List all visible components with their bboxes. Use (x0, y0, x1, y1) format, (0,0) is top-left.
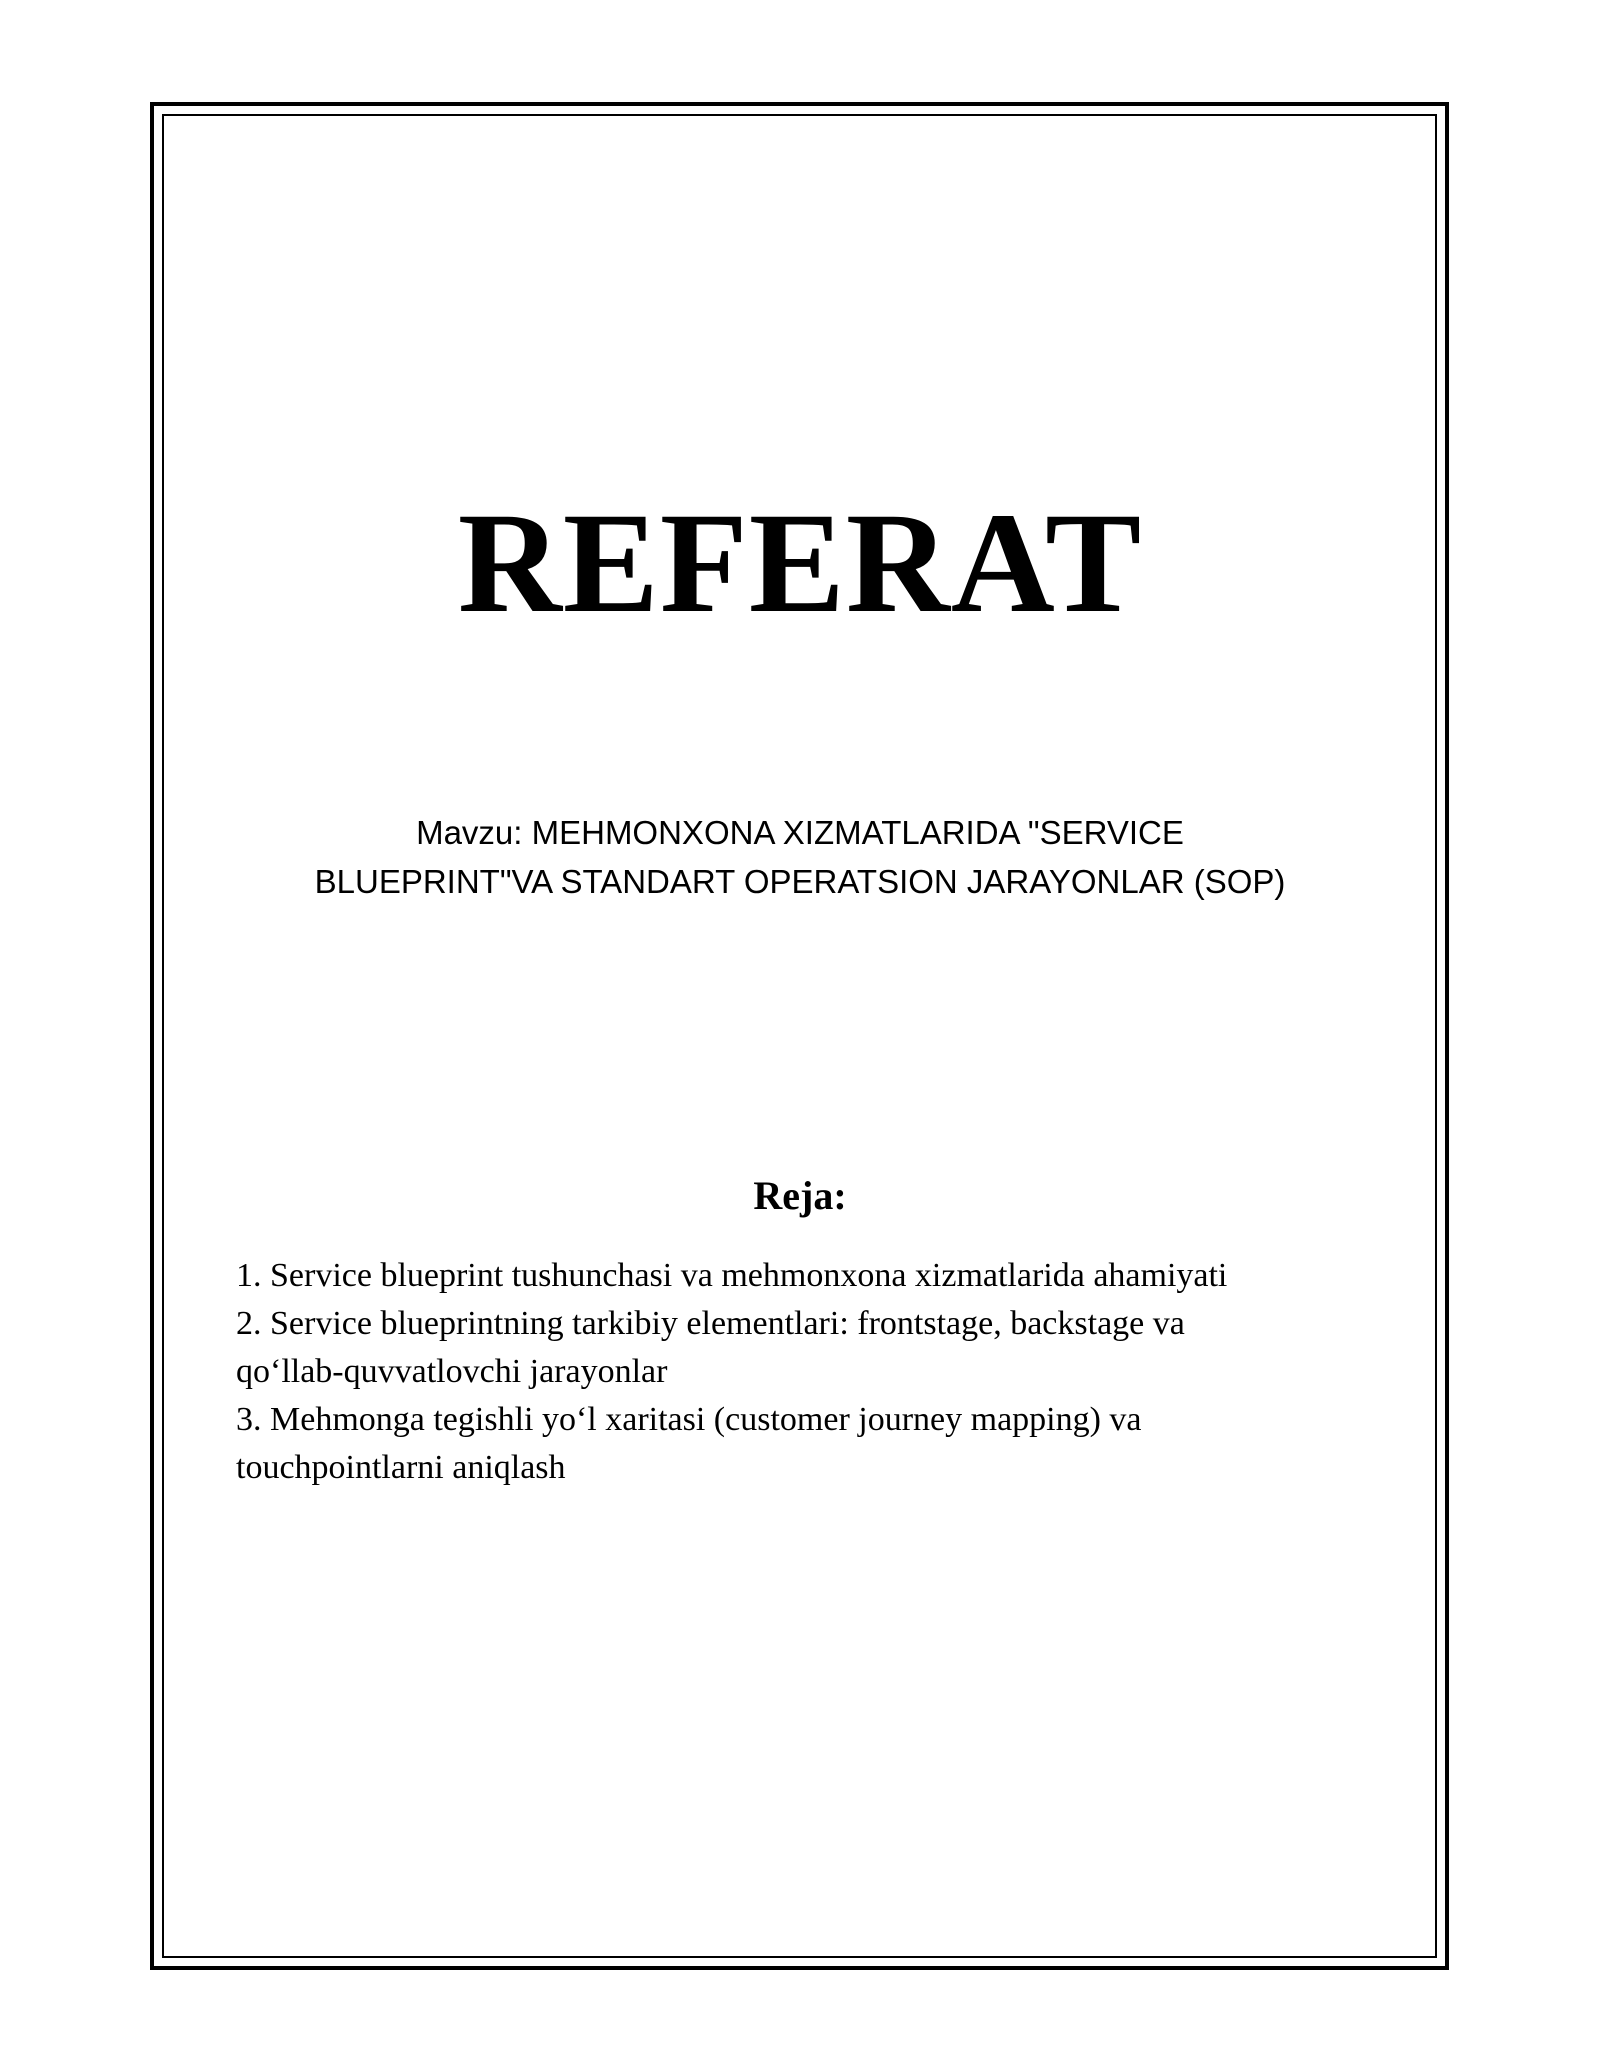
plan-list (236, 1252, 1336, 1492)
plan-heading: Reja: (753, 1173, 847, 1218)
subject-line: Mavzu: MEHMONXONA XIZMATLARIDA "SERVICE (416, 814, 1184, 851)
subject-block (200, 808, 1400, 906)
plan-item-line: touchpointlarni aniqlash (236, 1449, 566, 1486)
plan-item-line: 1. Service blueprint tushunchasi va mehmonxona xizmatlarida ahamiyati (236, 1257, 1228, 1294)
plan-item-line: qo‘llab-quvvatlovchi jarayonlar (236, 1353, 668, 1390)
plan-item (236, 1252, 1336, 1300)
plan-item-line: 3. Mehmonga tegishli yo‘l xaritasi (customer journey mapping) va (236, 1401, 1142, 1438)
plan-item (236, 1396, 1336, 1492)
page-border-inner (162, 114, 1437, 1958)
plan-item-line: 2. Service blueprintning tarkibiy elementlari: frontstage, backstage va (236, 1305, 1185, 1342)
document-title: REFERAT (457, 484, 1143, 643)
plan-item (236, 1300, 1336, 1396)
page-border-outer (150, 102, 1449, 1970)
subject-line: BLUEPRINT"VA STANDART OPERATSION JARAYONLAR (SOP) (314, 863, 1286, 900)
